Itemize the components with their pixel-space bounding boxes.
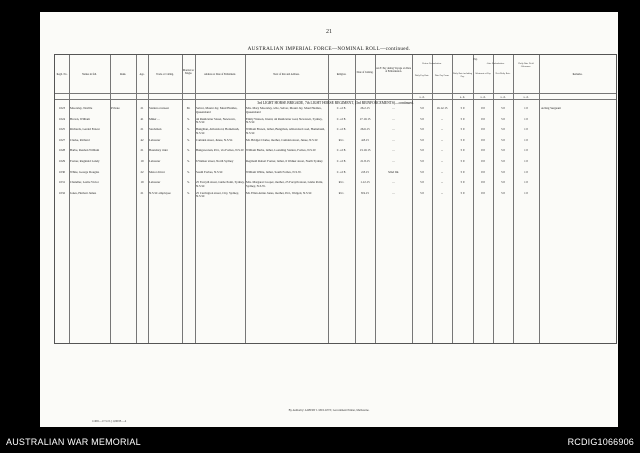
page-number: 21 [326,29,332,35]
cell-no: 1024 [58,117,66,121]
cell-p3: 5 0 [460,191,465,195]
table-row [55,149,616,160]
table-row [55,171,616,182]
cell-p1: 5 0 [420,138,424,142]
page-title: AUSTRALIAN IMPERIAL FORCE—NOMINAL ROLL—continued. [247,46,411,52]
cell-rel: C. of E. [336,149,347,153]
cell-nok: Mr. Ellen Annie Jones, mother, P.O., Walgett, N.S.W. [246,191,312,195]
cell-no: 1027 [58,138,66,142]
cell-p5: 5 0 [501,138,505,142]
cell-p6: 1 0 [524,191,528,195]
cell-p3: 5 0 [460,138,465,142]
cell-rel: C. of E. [336,170,347,174]
cell-date: 26.6.15 [360,128,370,132]
cell-p1: 5 0 [420,149,424,153]
cell-p5: 5 0 [501,107,505,110]
printer-imprint: By Authority: ALBERT J. MULLETT, Government Printer, Melbourne. [288,409,370,412]
cell-name: Clarke, Richard [70,138,90,142]
cell-name: Forner, Reginald Landy [70,160,100,163]
cell-name: Chandler, Leslie Victor [70,181,99,185]
cell-nok: Mrs. Mary Moorsley, wife, Selver, Mount Jay, Moul Haddes, Queensland [246,107,322,114]
cell-ms: S. [187,170,190,174]
cell-rank: Private [111,107,120,110]
header-after-embarkation: After Embarkation. [486,63,505,65]
cell-p3: 5 0 [460,170,465,174]
cell-ms: S. [187,128,190,132]
cell-p6: 1 0 [524,107,528,110]
cell-remarks: Acting Sergeant [541,107,561,110]
cell-p4: 0 0 [481,191,485,195]
cell-rel: R.C. [338,181,345,185]
cell-no: 1032 [58,191,66,195]
cell-no: 1023 [58,107,66,110]
cell-rel: R.C. [338,138,345,142]
header-next-of-kin: Next of Kin and Address. [273,73,300,76]
cell-trade: Station overseer [149,107,170,110]
cell-p4: 0 0 [481,117,485,121]
header-age: Age. [139,73,145,76]
money-symbol: s. d. [460,95,465,99]
table-row [55,181,616,192]
archive-reference: RCDIG1066906 [567,437,634,447]
cell-date: 2.8.15 [361,170,369,174]
cell-ms: S. [187,191,190,195]
table-row [55,160,616,171]
cell-ms: S. [187,160,190,163]
cell-name: White, George Douglas [70,170,100,174]
cell-age: 41 [140,117,144,121]
cell-address: 44 Rushcutter Street, Newtown, N.S.W. [196,117,236,125]
cell-address: 25 Carrington street, City, Sydney, N.S.W. [196,191,239,199]
cell-age: 21 [140,107,144,110]
cell-nok: William Brown, father, Bungiban, Abbotsford road, Homebush, N.S.W. [246,128,325,135]
cell-aif: ... [392,128,395,132]
cell-ms: S. [187,181,190,185]
cell-address: 25 Forsyth street, Glebe Point, Sydney, N.S.W. [196,181,245,188]
cell-rel: C. of E. [336,117,347,121]
money-symbol: s. d. [500,95,506,99]
cell-ms: M. [186,107,191,110]
header-allotment: Allotment of Pay. [474,73,492,75]
cell-rel: R.C. [338,191,345,195]
cell-p3: 5 0 [460,107,465,110]
cell-address: Bungowonan, P.O., via Forbes, N.S.W. [196,149,245,153]
cell-nok: Mr. Bridget Clarke, mother, Camden street, Junee, N.S.W. [246,138,319,142]
cell-rel: C. of E. [336,160,347,163]
money-symbol: s. d. [480,95,486,99]
header-religion: Religion. [336,73,347,76]
header-daily-rate: Daily Rate including Pay. [452,73,473,78]
cell-p6: 1 0 [524,117,528,121]
cell-age: 22 [140,170,144,174]
cell-p3: 5 0 [460,181,465,185]
cell-p1: 5 0 [420,107,424,110]
cell-p2: 16.12.15 [436,107,448,110]
cell-age: 19 [140,181,144,185]
cell-p1: 5 0 [420,191,424,195]
cell-age: 21 [140,191,144,195]
cell-aif: ... [392,138,395,142]
cell-name: Jones, Herbert James [70,191,97,195]
cell-address: Camden street, Junee, N.S.W. [196,138,233,142]
cell-p4: 0 0 [481,160,485,163]
cell-p3: 5 0 [460,117,465,121]
cell-name: Brown, William [70,117,90,121]
archive-caption: AUSTRALIAN WAR MEMORIAL [6,437,141,447]
cell-nok: William Barbe, father, Loanding Station, Forbes, N.S.W. [246,149,317,153]
cell-age: 42 [140,138,144,142]
cell-address: 6 Walker street, North Sydney [196,160,234,163]
cell-age: 21 [140,149,144,153]
cell-trade: Labourer [149,181,161,185]
cell-p5: 5 0 [501,160,505,163]
cell-p1: 5 0 [420,128,424,132]
cell-date: 4.8.15 [361,138,369,142]
cell-no: 1025 [58,128,66,132]
cell-p6: 1 0 [524,128,528,132]
header-date-joining: Date of Joining. [356,71,374,74]
cell-no: 1031 [58,181,66,185]
cell-nok: William White, father, South Forbes, N.S.W. [246,170,302,174]
cell-p2: ... [440,170,444,174]
cell-p2: ... [440,191,444,195]
cell-no: 1028 [58,149,66,153]
cell-p6: 1 0 [524,149,528,153]
cell-p5: 5 0 [501,149,505,153]
cell-p5: 5 0 [501,170,505,174]
cell-p5: 5 0 [501,181,505,185]
cell-name: Moorsley, Neville [70,107,93,110]
cell-p2: ... [440,149,444,153]
header-remarks: Remarks. [572,73,583,76]
cell-p4: 0 0 [481,138,485,142]
cell-no: 1030 [58,170,66,174]
table-row [55,118,616,129]
header-before-embarkation: Before Embarkation. [422,63,442,65]
cell-age: 21 [140,128,144,132]
cell-address: South Forbes, N.S.W. [196,170,223,174]
cell-p2: ... [440,181,444,185]
cell-aif: ... [392,160,395,163]
cell-date: 1.12.15 [360,181,370,185]
cell-date: 13.10.15 [359,149,371,153]
cell-aif: ... [392,107,395,110]
print-code: 11665—17.3.15.] 1,000 B.—4 [92,420,127,423]
cell-p6: 1 0 [524,181,528,185]
cell-p4: 0 0 [481,107,485,110]
cell-trade: Boundary rider [149,149,168,153]
cell-ms: S. [187,138,190,142]
header-rank: Rank. [119,73,127,76]
table-row [55,192,616,203]
cell-p1: 5 0 [420,160,424,163]
document-page [40,12,618,427]
cell-p6: 1 0 [524,160,528,163]
cell-name: Barbe, Reuben William [70,149,100,153]
cell-name: Richards, Gerald Ernest [70,128,100,132]
cell-p1: 5 0 [420,117,424,121]
header-regtl-no: Regtl. No. [56,73,68,76]
header-pay: Pay. [473,58,478,61]
cell-p6: 1 0 [524,138,528,142]
cell-aif: ... [392,149,395,153]
cell-ms: S. [187,149,190,153]
cell-p5: 5 0 [501,191,505,195]
cell-address: Selver, Mount Jay, Moul Haddes, Queensland [196,107,238,114]
cell-p4: 0 0 [481,149,485,153]
cell-p4: 0 0 [481,170,485,174]
cell-p2: ... [440,128,444,132]
cell-aif: 32nd Inf. [387,170,400,174]
cell-rel: C. of E. [336,128,347,132]
header-daily-pay-rate: Daily Pay Rate. [414,75,430,77]
cell-date: 17.10.15 [359,117,371,121]
nominal-roll-table [54,54,617,344]
cell-p4: 0 0 [481,181,485,185]
table-row [55,107,616,118]
cell-nok: Emily Watson, friend, 44 Rushcutter road, Newtown, Sydney, N.S.W. [246,117,323,125]
cell-p5: 5 0 [501,117,505,121]
cell-p1: 5 0 [420,170,424,174]
cell-p6: 1 0 [524,170,528,174]
cell-p2: ... [440,160,444,163]
cell-p4: 0 0 [481,128,485,132]
cell-p2: ... [440,138,444,142]
cell-p3: 5 0 [460,149,465,153]
cell-address: Bungiban, Abbotsford, Homebush, N.S.W. [196,128,240,135]
header-pay-from: Date Pay From. [434,75,450,77]
cell-p5: 5 0 [501,128,505,132]
cell-nok: Mrs. Margaret Cooper, mother, 25 Forsyth street, Glebe Point, Sydney, N.S.W. [246,181,324,188]
cell-aif: ... [392,181,395,185]
cell-p3: 5 0 [460,160,465,163]
cell-date: 8.9.15 [361,191,369,195]
cell-rel: C. of E. [336,107,347,110]
money-symbol: s. d. [523,95,529,99]
cell-trade: Miner ... [149,117,160,121]
header-name: Names in full. [82,73,97,76]
cell-p2: ... [440,117,444,121]
header-daily-field: Daily Rate Field Allowance. [518,63,534,68]
table-row [55,139,616,150]
cell-age: 19 [140,160,144,163]
cell-date: 26.2.15 [360,107,370,110]
header-trade: Trade or Calling. [156,73,174,76]
table-row [55,128,616,139]
header-aif-rate: A.I.F. Pay during Voyage on Date of Embarkation. [376,67,411,74]
cell-ms: S. [187,117,190,121]
money-symbol: s. d. [419,95,425,99]
header-married: Married or Single. [182,69,195,76]
section-heading: 3rd LIGHT HORSE BRIGADE, 7th LIGHT HORSE REGIMENT, (3rd REINFORCEMENTS)—continued. [257,101,414,105]
cell-trade: N.S.W. employee [149,191,171,195]
cell-p3: 5 0 [460,128,465,132]
cell-trade: Motor driver [149,170,165,174]
header-address: Address at Date of Enlistment. [204,73,236,76]
cell-aif: ... [392,117,395,121]
cell-nok: Reginald Robert Forner, father, 6 Walker street, North Sydney [246,160,323,163]
cell-aif: ... [392,191,395,195]
cell-trade: Labourer [149,160,161,163]
cell-trade: Labourer [149,138,161,142]
cell-trade: Stockman [149,128,162,132]
header-nett-rate: Nett Daily Rate. [495,73,511,75]
cell-no: 1029 [58,160,66,163]
cell-p1: 5 0 [420,181,424,185]
cell-date: 21.8.15 [360,160,370,163]
